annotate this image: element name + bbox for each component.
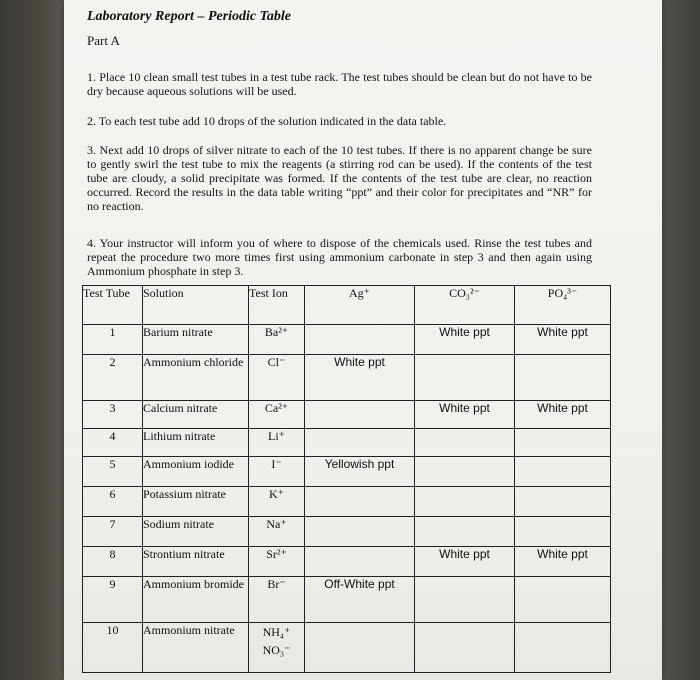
table-row: [83, 517, 611, 547]
cell-solution: Ammonium nitrate: [143, 623, 249, 673]
cell-co3-result[interactable]: White ppt: [415, 325, 515, 355]
cell-co3-result[interactable]: White ppt: [415, 401, 515, 429]
cell-ag-result[interactable]: [305, 547, 415, 577]
cell-tube-number: 10: [83, 623, 143, 673]
cell-tube-number: 5: [83, 457, 143, 487]
document-title: Laboratory Report – Periodic Table: [87, 9, 292, 24]
step-1: 1. Place 10 clean small test tubes in a test tube rack. The test tubes should be clean but do not have to be dry because aqueous solutions will be used.: [87, 70, 592, 98]
cell-test-ion: Sr²⁺: [249, 547, 305, 577]
cell-test-ion: Na⁺: [249, 517, 305, 547]
header-ag: Ag⁺: [305, 286, 415, 325]
cell-solution: Strontium nitrate: [143, 547, 249, 577]
cell-tube-number: 1: [83, 325, 143, 355]
cell-po4-result[interactable]: White ppt: [515, 547, 611, 577]
cell-co3-result[interactable]: [415, 517, 515, 547]
cell-ag-result[interactable]: [305, 517, 415, 547]
cell-po4-result[interactable]: [515, 517, 611, 547]
cell-po4-result[interactable]: [515, 487, 611, 517]
table-row: [83, 429, 611, 457]
table-row: [83, 401, 611, 429]
step-2: 2. To each test tube add 10 drops of the solution indicated in the data table.: [87, 114, 447, 128]
cell-ag-result[interactable]: [305, 325, 415, 355]
step-4: 4. Your instructor will inform you of where to dispose of the chemicals used. Rinse the test tubes and repeat the procedure two more times first using ammonium carbonate in step 3 and then again using Ammonium phosphate in step 3.: [87, 236, 592, 278]
cell-po4-result[interactable]: [515, 355, 611, 401]
table-header-row: [83, 286, 611, 325]
cell-test-ion: I⁻: [249, 457, 305, 487]
cell-solution: Barium nitrate: [143, 325, 249, 355]
cell-co3-result[interactable]: [415, 577, 515, 623]
header-co3: CO₃²⁻: [415, 286, 515, 325]
results-table: [82, 285, 611, 673]
cell-co3-result[interactable]: [415, 355, 515, 401]
cell-test-ion: Br⁻: [249, 577, 305, 623]
cell-test-ion: Ba²⁺: [249, 325, 305, 355]
cell-tube-number: 6: [83, 487, 143, 517]
cell-co3-result[interactable]: [415, 429, 515, 457]
ion-nitrate: NO₃⁻: [262, 643, 291, 657]
cell-solution: Ammonium bromide: [143, 577, 249, 623]
cell-ag-result[interactable]: [305, 401, 415, 429]
cell-po4-result[interactable]: [515, 577, 611, 623]
cell-test-ion: Ca²⁺: [249, 401, 305, 429]
cell-solution: Sodium nitrate: [143, 517, 249, 547]
part-label: Part A: [87, 33, 120, 48]
cell-tube-number: 2: [83, 355, 143, 401]
header-po4: PO₄³⁻: [515, 286, 611, 325]
cell-ag-result[interactable]: White ppt: [305, 355, 415, 401]
cell-po4-result[interactable]: [515, 623, 611, 673]
cell-po4-result[interactable]: [515, 457, 611, 487]
header-solution: Solution: [143, 286, 249, 325]
cell-co3-result[interactable]: [415, 623, 515, 673]
cell-po4-result[interactable]: White ppt: [515, 325, 611, 355]
table-row: [83, 325, 611, 355]
cell-tube-number: 9: [83, 577, 143, 623]
cell-co3-result[interactable]: [415, 487, 515, 517]
table-row: [83, 623, 611, 673]
cell-test-ion: [249, 623, 305, 673]
cell-po4-result[interactable]: White ppt: [515, 401, 611, 429]
cell-tube-number: 7: [83, 517, 143, 547]
table-row: [83, 577, 611, 623]
cell-solution: Ammonium iodide: [143, 457, 249, 487]
cell-test-ion: Cl⁻: [249, 355, 305, 401]
table-row: [83, 547, 611, 577]
cell-ag-result[interactable]: Yellowish ppt: [305, 457, 415, 487]
cell-solution: Lithium nitrate: [143, 429, 249, 457]
cell-co3-result[interactable]: White ppt: [415, 547, 515, 577]
cell-solution: Calcium nitrate: [143, 401, 249, 429]
cell-test-ion: Li⁺: [249, 429, 305, 457]
header-test-tube: Test Tube: [83, 286, 143, 325]
table-row: [83, 457, 611, 487]
cell-ag-result[interactable]: Off-White ppt: [305, 577, 415, 623]
cell-po4-result[interactable]: [515, 429, 611, 457]
cell-solution: Potassium nitrate: [143, 487, 249, 517]
header-test-ion: Test Ion: [249, 286, 305, 325]
cell-solution: Ammonium chloride: [143, 355, 249, 401]
cell-test-ion: K⁺: [249, 487, 305, 517]
table-row: [83, 487, 611, 517]
cell-tube-number: 3: [83, 401, 143, 429]
cell-ag-result[interactable]: [305, 487, 415, 517]
cell-tube-number: 4: [83, 429, 143, 457]
cell-ag-result[interactable]: [305, 429, 415, 457]
cell-co3-result[interactable]: [415, 457, 515, 487]
cell-ag-result[interactable]: [305, 623, 415, 673]
cell-tube-number: 8: [83, 547, 143, 577]
step-3: 3. Next add 10 drops of silver nitrate to each of the 10 test tubes. If there is no apparent change be sure to gently swirl the test tube to mix the reagents (a stirring rod can be used). If the contents of the test tube are cloudy, a solid precipitate was formed. If the contents of the test tube are clear, no reaction occurred. Record the results in the data table writing “ppt” and their color for precipitates and “NR” for no reaction.: [87, 143, 592, 213]
ion-ammonium: NH₄⁺: [262, 625, 291, 639]
table-row: [83, 355, 611, 401]
